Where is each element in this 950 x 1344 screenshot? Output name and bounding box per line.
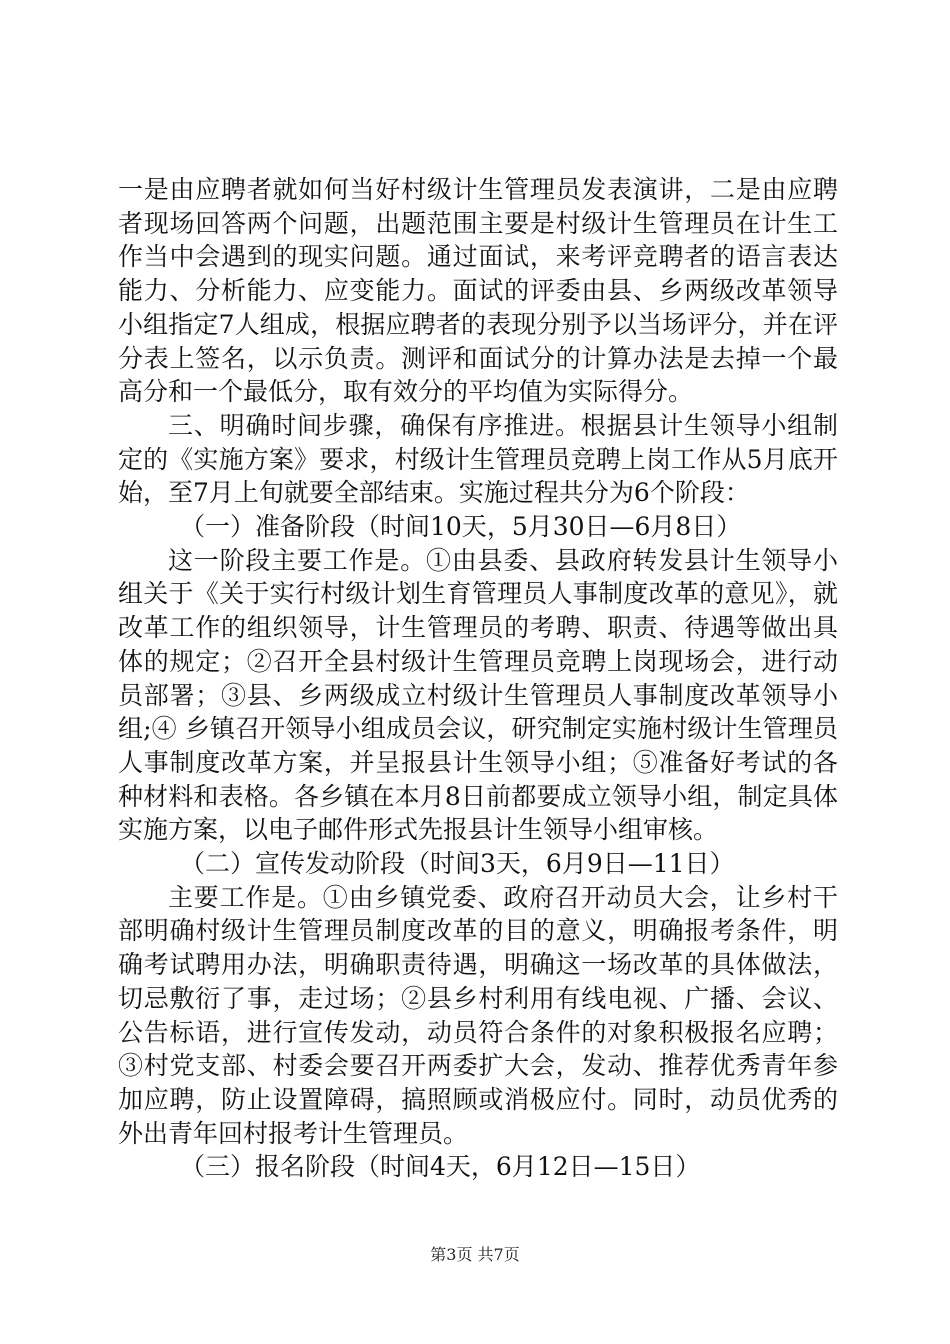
- document-body: [118, 173, 838, 1184]
- stage-heading-registration: （三）报名阶段（时间4天，6月12日—15日）: [180, 1152, 701, 1182]
- stage-heading-preparation: （一）准备阶段（时间10天，5月30日—6月8日）: [180, 512, 742, 542]
- paragraph-section-three: 三、明确时间步骤，确保有序推进。根据县计生领导小组制定的《实施方案》要求，村级计生管理员竞聘上岗工作从5月底开始，至7月上旬就要全部结束。实施过程共分为6个阶段：: [118, 410, 838, 508]
- paragraph-preparation-tasks: 这一阶段主要工作是。①由县委、县政府转发县计生领导小组关于《关于实行村级计划生育管理员人事制度改革的意见》，就改革工作的组织领导，计生管理员的考聘、职责、待遇等做出具体的规定；②召开全县村级计生管理员竞聘上岗现场会，进行动员部署；③县、乡两级成立村级计生管理员人事制度改革领导小组;④ 乡镇召开领导小组成员会议，研究制定实施村级计生管理员人事制度改革方案，并呈报县计生领导小组；⑤准备好考试的各种材料和表格。各乡镇在本月8日前都要成立领导小组，制定具体实施方案，以电子邮件形式先报县计生领导小组审核。: [118, 545, 838, 845]
- paragraph-interview-details: 一是由应聘者就如何当好村级计生管理员发表演讲，二是由应聘者现场回答两个问题，出题范围主要是村级计生管理员在计生工作当中会遇到的现实问题。通过面试，来考评竞聘者的语言表达能力、分析能力、应变能力。面试的评委由县、乡两级改革领导小组指定7人组成，根据应聘者的表现分别予以当场评分，并在评分表上签名，以示负责。测评和面试分的计算办法是去掉一个最高分和一个最低分，取有效分的平均值为实际得分。: [118, 175, 838, 407]
- page-footer: 第3页 共7页: [430, 1245, 520, 1264]
- stage-heading-publicity: （二）宣传发动阶段（时间3天，6月9日—11日）: [180, 849, 735, 879]
- paragraph-publicity-tasks: 主要工作是。①由乡镇党委、政府召开动员大会，让乡村干部明确村级计生管理员制度改革的目的意义，明确报考条件，明确考试聘用办法，明确职责待遇，明确这一场改革的具体做法，切忌敷衍了事，走过场；②县乡村利用有线电视、广播、会议、公告标语，进行宣传发动，动员符合条件的对象积极报名应聘；③村党支部、村委会要召开两委扩大会，发动、推荐优秀青年参加应聘，防止设置障碍，搞照顾或消极应付。同时，动员优秀的外出青年回村报考计生管理员。: [118, 882, 838, 1148]
